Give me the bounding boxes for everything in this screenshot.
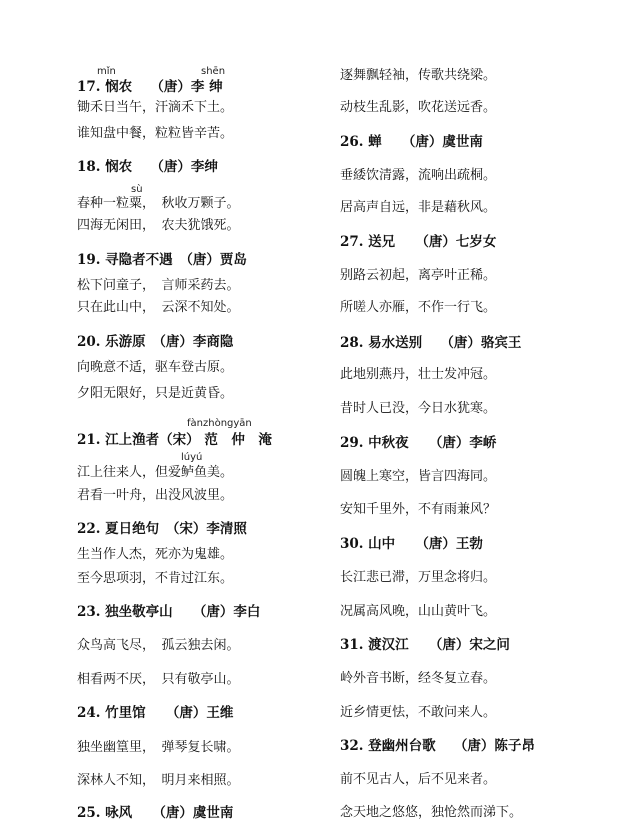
poem-line: 此地别燕丹，壮士发冲冠。	[340, 367, 497, 382]
poem-title: 27. 送兄 （唐）七岁女	[340, 234, 497, 250]
poem-line: 夕阳无限好，只是近黄昏。	[77, 386, 234, 401]
poem-line: 至今思项羽，不肯过江东。	[77, 571, 234, 586]
pinyin-annotation: lúyú	[181, 452, 203, 463]
poem-line: 独坐幽篁里， 弹琴复长啸。	[77, 740, 240, 755]
poem-title: 30. 山中 （唐）王勃	[340, 536, 483, 552]
poem-title: 26. 蝉 （唐）虞世南	[340, 134, 483, 150]
poem-title: 24. 竹里馆 （唐）王维	[77, 705, 234, 721]
poem-line: 江上往来人，但爱鲈鱼美。	[77, 465, 234, 480]
pinyin-annotation: sù	[131, 184, 143, 195]
poem-title: 23. 独坐敬亭山 （唐）李白	[77, 604, 261, 620]
poem-title: 19. 寻隐者不遇 （唐）贾岛	[77, 252, 247, 268]
poem-title: 32. 登幽州台歌 （唐）陈子昂	[340, 738, 535, 754]
poem-line: 动枝生乱影，吹花送远香。	[340, 100, 497, 115]
poem-line: 春种一粒粟， 秋收万颗子。	[77, 196, 240, 211]
poem-title: 18. 悯农 （唐）李绅	[77, 159, 218, 175]
poem-title: 25. 咏风 （唐）虞世南	[77, 805, 234, 821]
poem-title: 28. 易水送别 （唐）骆宾王	[340, 335, 522, 351]
poem-line: 别路云初起，离亭叶正稀。	[340, 268, 497, 283]
poem-line: 念天地之悠悠，独怆然而涕下。	[340, 805, 523, 820]
poem-title: 31. 渡汉江 （唐）宋之问	[340, 637, 510, 653]
poem-title: 29. 中秋夜 （唐）李峤	[340, 435, 497, 451]
poem-line: 锄禾日当午，汗滴禾下土。	[77, 100, 234, 115]
poem-line: 逐舞飘轻袖，传歌共绕梁。	[340, 68, 497, 83]
poem-line: 君看一叶舟，出没风波里。	[77, 488, 234, 503]
poem-line: 向晚意不适，驱车登古原。	[77, 360, 234, 375]
poem-line: 昔时人已没，今日水犹寒。	[340, 401, 497, 416]
poem-line: 所嗟人亦雁，不作一行飞。	[340, 300, 497, 315]
poem-line: 松下问童子， 言师采药去。	[77, 278, 240, 293]
poem-line: 相看两不厌， 只有敬亭山。	[77, 672, 240, 687]
poem-line: 深林人不知， 明月来相照。	[77, 773, 240, 788]
poem-title: 21. 江上渔者（宋） 范 仲 淹	[77, 432, 272, 448]
poem-line: 四海无闲田， 农夫犹饿死。	[77, 218, 240, 233]
poem-line: 长江悲已滞，万里念将归。	[340, 570, 497, 585]
poem-line: 生当作人杰，死亦为鬼雄。	[77, 547, 234, 562]
poem-line: 众鸟高飞尽， 孤云独去闲。	[77, 638, 240, 653]
poem-line: 况属高风晚，山山黄叶飞。	[340, 604, 497, 619]
pinyin-annotation: shēn	[201, 66, 226, 77]
poem-line: 岭外音书断，经冬复立春。	[340, 671, 497, 686]
poem-line: 近乡情更怯，不敢问来人。	[340, 705, 497, 720]
poem-line: 圆魄上寒空，皆言四海同。	[340, 469, 497, 484]
poem-line: 谁知盘中餐，粒粒皆辛苦。	[77, 126, 234, 141]
poem-line: 只在此山中， 云深不知处。	[77, 300, 240, 315]
pinyin-annotation: mǐn	[97, 66, 116, 77]
poem-line: 垂緌饮清露，流响出疏桐。	[340, 168, 497, 183]
poem-line: 安知千里外，不有雨兼风？	[340, 502, 497, 517]
poem-title: 20. 乐游原 （唐）李商隐	[77, 334, 234, 350]
poem-title: 22. 夏日绝句 （宋）李清照	[77, 521, 247, 537]
poem-line: 居高声自远，非是藉秋风。	[340, 200, 497, 215]
poem-title: 17. 悯农 （唐）李 绅	[77, 79, 223, 95]
pinyin-annotation: fànzhòngyān	[187, 418, 252, 429]
poem-line: 前不见古人，后不见来者。	[340, 772, 497, 787]
